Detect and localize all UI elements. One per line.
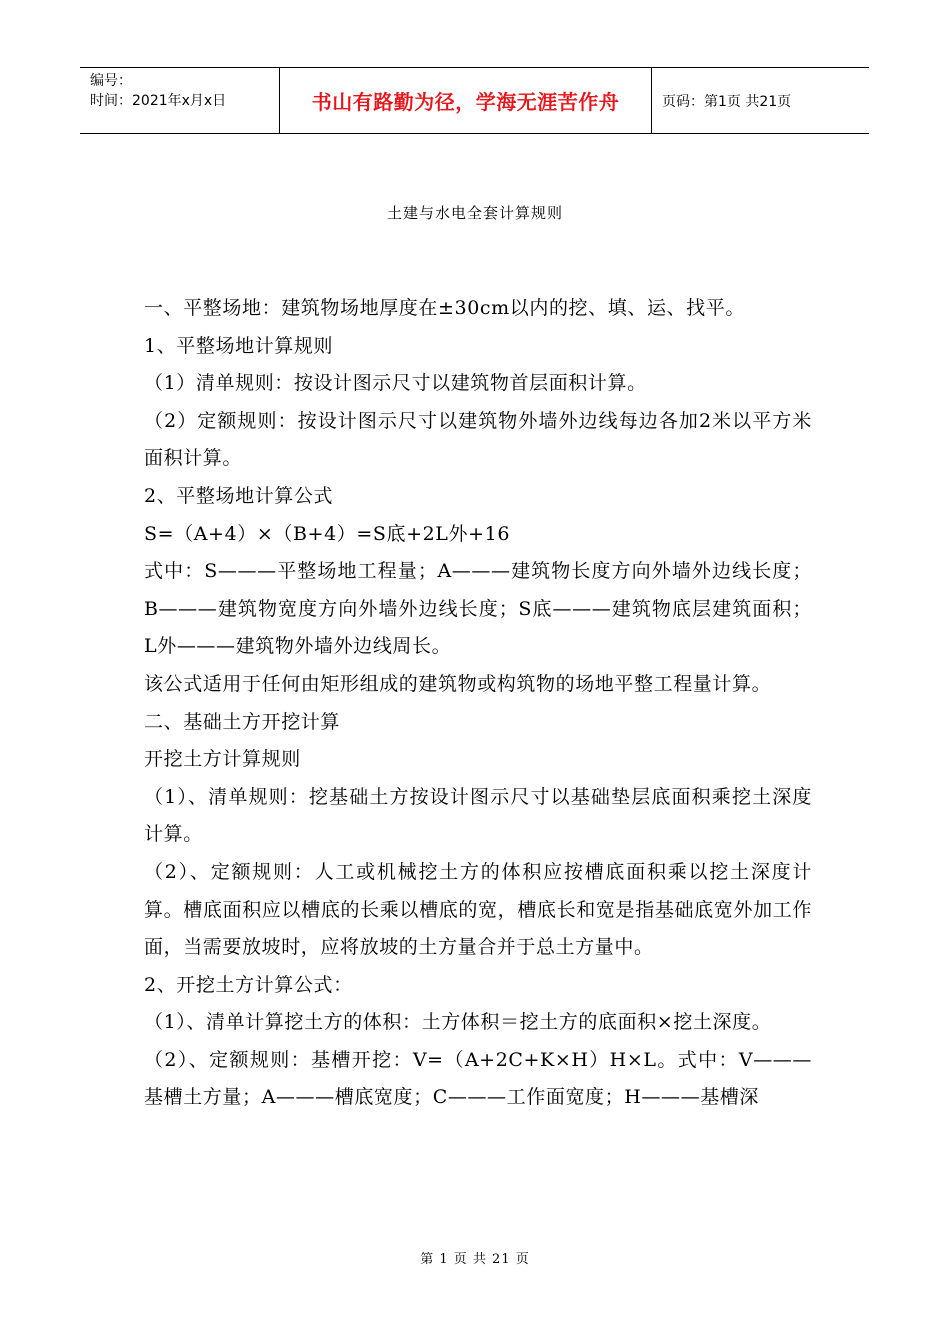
paragraph: S=（A+4）×（B+4）=S底+2L外+16	[144, 522, 511, 545]
paragraph: （1）、清单规则：挖基础土方按设计图示尺寸以基础垫层底面积乘挖土深度计算。	[144, 785, 812, 846]
document-header	[80, 67, 869, 134]
paragraph: 二、基础土方开挖计算	[144, 710, 341, 733]
paragraph: （1）清单规则：按设计图示尺寸以建筑物首层面积计算。	[144, 372, 647, 395]
number-label: 编号：	[90, 73, 132, 89]
motto-text: 书山有路勤为径，学海无涯苦作舟	[311, 90, 620, 114]
document-body	[144, 290, 812, 1117]
header-left-cell	[80, 68, 280, 133]
document-title: 土建与水电全套计算规则	[386, 204, 563, 222]
paragraph: 一、平整场地：建筑物场地厚度在±30cm以内的挖、填、运、找平。	[144, 297, 745, 319]
paragraph: （2）定额规则：按设计图示尺寸以建筑物外墙外边线每边各加2米以平方米面积计算。	[144, 409, 812, 470]
paragraph: 2、平整场地计算公式	[144, 484, 334, 507]
header-middle-cell	[280, 68, 652, 133]
paragraph: （2）、定额规则：人工或机械挖土方的体积应按槽底面积乘以挖土深度计算。槽底面积应以槽底的长乘以槽底的宽，槽底长和宽是指基础底宽外加工作面，当需要放坡时，应将放坡的土方量合并于总土方量中。	[144, 860, 812, 959]
paragraph: （1）、清单计算挖土方的体积：土方体积＝挖土方的底面积×挖土深度。	[144, 1011, 772, 1034]
time-label: 时间：2021年x月x日	[90, 93, 227, 109]
paragraph: （2）、定额规则：基槽开挖：V=（A+2C+K×H）H×L。式中：V———基槽土方量；A———槽底宽度；C———工作面宽度；H———基槽深	[144, 1048, 812, 1109]
page-footer: 第 1 页 共 21 页	[420, 1252, 530, 1267]
paragraph: 开挖土方计算规则	[144, 748, 301, 771]
header-right-cell	[652, 68, 869, 133]
paragraph: 式中：S———平整场地工程量；A———建筑物长度方向外墙外边线长度；B———建筑物宽度方向外墙外边线长度；S底———建筑物底层建筑面积；L外———建筑物外墙外边线周长。	[144, 560, 812, 658]
paragraph: 该公式适用于任何由矩形组成的建筑物或构筑物的场地平整工程量计算。	[144, 672, 772, 695]
page-info: 页码：第1页 共21页	[662, 93, 792, 110]
paragraph: 2、开挖土方计算公式：	[144, 973, 353, 996]
paragraph: 1、平整场地计算规则	[144, 334, 334, 357]
